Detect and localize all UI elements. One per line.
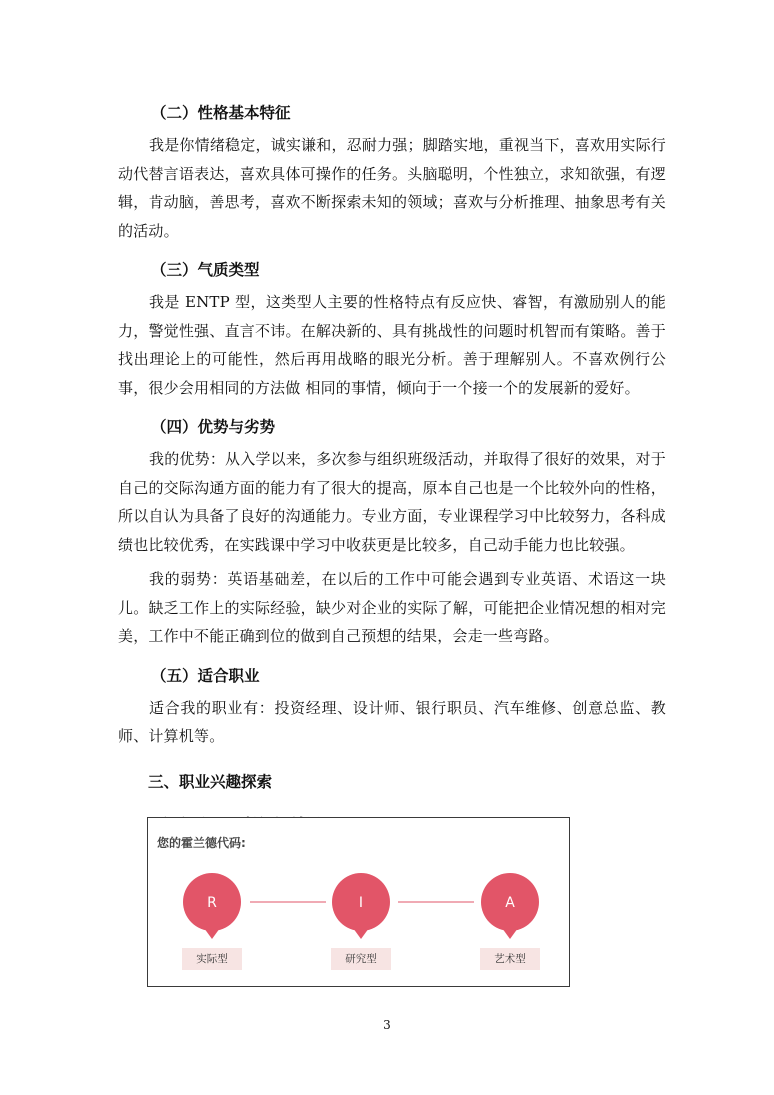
- paragraph-temperament: 我是 ENTP 型，这类型人主要的性格特点有反应快、睿智，有激励别人的能力，警觉性强、直言不讳。在解决新的、具有挑战性的问题时机智而有策略。善于找出理论上的可能性，然后再用战略的眼光分析。善于理解别人。不喜欢例行公事，很少会用相同的方法做 相同的事情，倾向于一个接一个的发展新的爱好。: [118, 293, 666, 397]
- holland-code-a: [481, 873, 539, 939]
- holland-label: 研究型: [331, 948, 391, 970]
- holland-label: 实际型: [182, 948, 242, 970]
- holland-code-r: [183, 873, 241, 939]
- page-number: 3: [383, 1018, 391, 1032]
- paragraph-strengths: 我的优势：从入学以来，多次参与组织班级活动，并取得了很好的效果，对于自己的交际沟通方面的能力有了很大的提高，原本自己也是一个比较外向的性格，所以自认为具备了良好的沟通能力。专业方面，专业课程学习中比较努力，各科成绩也比较优秀，在实践课中学习中收获更是比较多，自己动手能力也比较强。: [118, 450, 666, 554]
- paragraph-weaknesses: 我的弱势：英语基础差，在以后的工作中可能会遇到专业英语、术语这一块儿。缺乏工作上的实际经验，缺少对企业的实际了解，可能把企业情况想的相对完美，工作中不能正确到位的做到自己预想的结果，会走一些弯路。: [118, 570, 666, 645]
- page-body: [118, 96, 666, 843]
- section-heading-temperament: （三）气质类型: [151, 261, 260, 279]
- paragraph-careers: 适合我的职业有：投资经理、设计师、银行职员、汽车维修、创意总监、教师、计算机等。: [118, 698, 666, 745]
- holland-letter: R: [207, 895, 217, 911]
- paragraph-personality: 我是你情绪稳定，诚实谦和，忍耐力强；脚踏实地，重视当下，喜欢用实际行动代替言语表达，喜欢具体可操作的任务。头脑聪明，个性独立，求知欲强，有逻辑，肯动脑，善思考，喜欢不断探索未知的领域；喜欢与分析推理、抽象思考有关的活动。: [118, 136, 666, 240]
- holland-letter: I: [358, 895, 364, 911]
- section-heading-personality: （二）性格基本特征: [151, 104, 291, 122]
- section-heading-strengths: （四）优势与劣势: [151, 418, 276, 436]
- holland-code-i: [332, 873, 390, 939]
- holland-letter: A: [505, 895, 515, 911]
- holland-code-figure: [147, 817, 570, 987]
- chapter-heading-interest: 三、职业兴趣探索: [148, 772, 273, 791]
- holland-label: 艺术型: [480, 948, 540, 970]
- section-heading-careers: （五）适合职业: [151, 666, 260, 685]
- holland-title: 您的霍兰德代码:: [157, 836, 246, 850]
